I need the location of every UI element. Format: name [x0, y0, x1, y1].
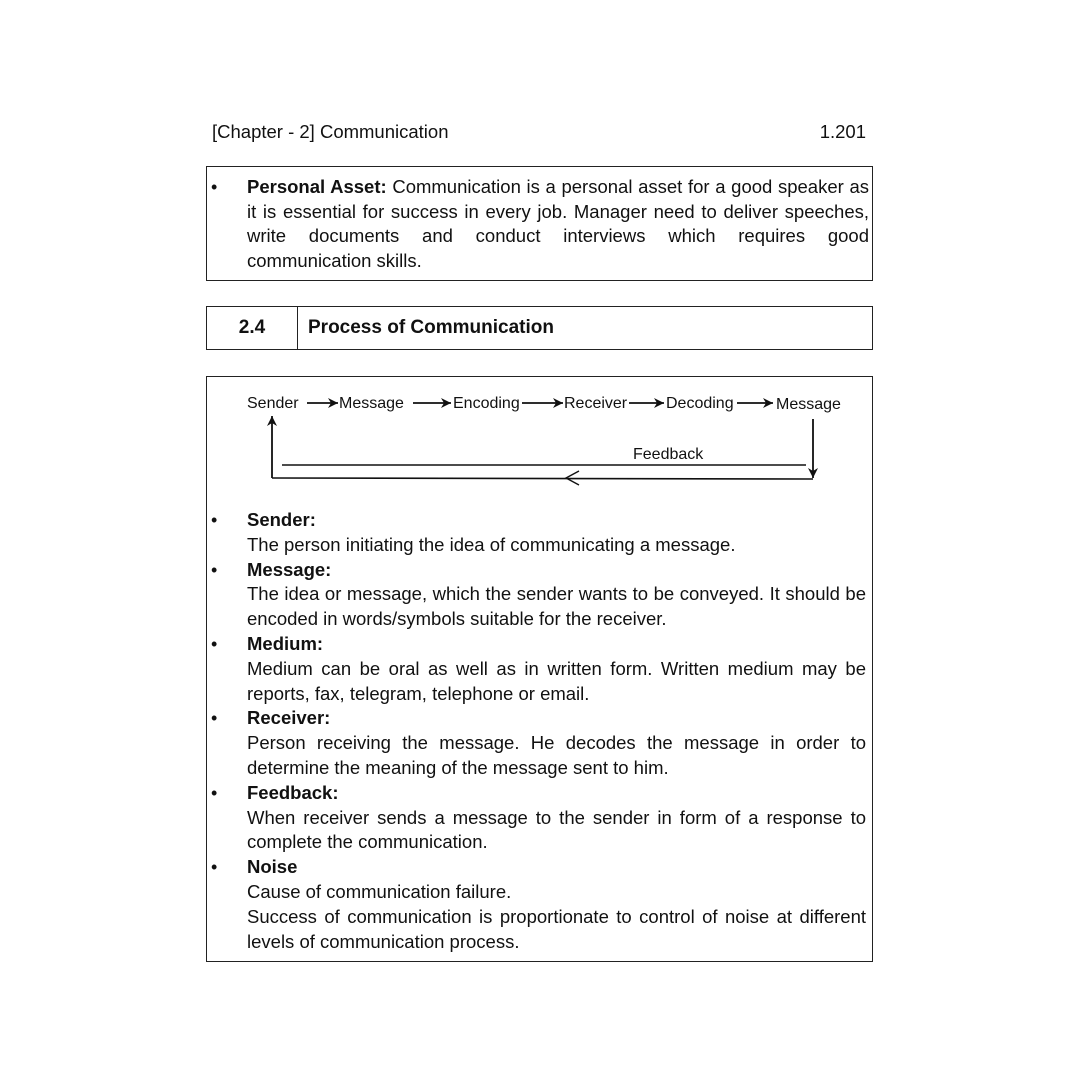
- section-number: 2.4: [207, 307, 298, 349]
- list-item-medium: [207, 632, 872, 706]
- feedback-label: Feedback: [633, 446, 704, 463]
- diagram-node-message: Message: [339, 395, 404, 412]
- item-description: Medium can be oral as well as in written form. Written medium may be reports, fax, telegram, telephone or email.: [247, 657, 866, 704]
- personal-asset-item: [207, 175, 872, 273]
- diagram-node-sender: Sender: [247, 395, 299, 412]
- section-title: Process of Communication: [308, 317, 554, 338]
- page-number: 1.201: [819, 121, 866, 142]
- chapter-header: [Chapter - 2] Communication: [212, 121, 449, 142]
- list-item-receiver: [207, 706, 872, 780]
- process-box: [206, 376, 873, 962]
- list-item-noise: [207, 855, 872, 954]
- bullet-icon: •: [211, 782, 218, 803]
- list-item-feedback: [207, 781, 872, 855]
- diagram-node-receiver: Receiver: [564, 395, 628, 412]
- item-description: Success of communication is proportionate to control of noise at different levels of communication process.: [247, 905, 866, 952]
- list-item-message: [207, 558, 872, 632]
- item-title: Feedback:: [247, 781, 339, 803]
- section-heading: [206, 306, 873, 350]
- item-description: The person initiating the idea of communicating a message.: [247, 533, 736, 555]
- item-title: Medium:: [247, 632, 324, 654]
- process-elements-list: [207, 508, 872, 954]
- item-description: The idea or message, which the sender wants to be conveyed. It should be encoded in words/symbols suitable for the receiver.: [247, 583, 866, 630]
- item-description: Person receiving the message. He decodes the message in order to determine the meaning of the message sent to him.: [247, 732, 866, 778]
- item-title: Receiver:: [247, 707, 331, 729]
- bullet-icon: •: [211, 857, 218, 878]
- diagram-node-decoding: Decoding: [666, 395, 734, 412]
- item-title: Message:: [247, 558, 332, 580]
- bullet-icon: •: [211, 559, 218, 580]
- item-title: Noise: [247, 856, 298, 878]
- bullet-icon: •: [211, 510, 218, 530]
- personal-asset-box: [206, 166, 873, 281]
- communication-process-diagram: [207, 377, 874, 497]
- list-item-sender: [207, 508, 872, 558]
- personal-asset-term: Personal Asset:: [247, 176, 387, 197]
- item-title: Sender:: [247, 509, 316, 530]
- item-description: When receiver sends a message to the sender in form of a response to complete the communication.: [247, 806, 866, 853]
- return-line: [272, 478, 813, 479]
- bullet-icon: •: [211, 633, 218, 654]
- personal-asset-text: Communication is a personal asset for a good speaker as it is essential for success in every job. Manager need to deliver speeches, write documents and conduct interviews which requires good communication skills.: [247, 176, 869, 271]
- diagram-node-encoding: Encoding: [453, 395, 520, 412]
- bullet-icon: •: [211, 177, 218, 197]
- bullet-icon: •: [211, 708, 218, 729]
- diagram-node-message-final: Message: [776, 396, 841, 413]
- item-description: Cause of communication failure.: [247, 880, 512, 902]
